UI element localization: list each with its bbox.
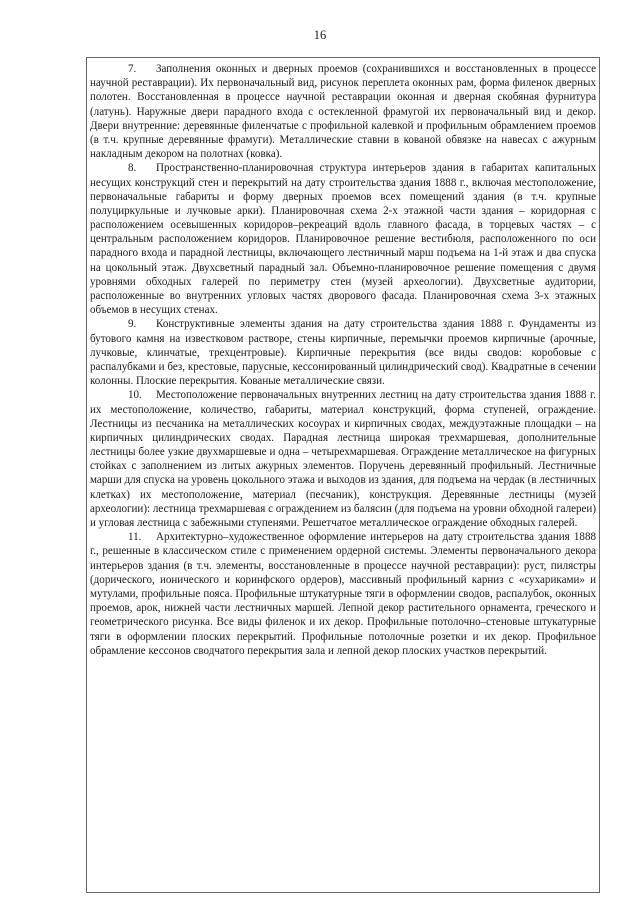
paragraph-10 <box>90 388 596 530</box>
paragraph-text: Местоположение первоначальных внутренних лестниц на дату строительства здания 1888 г. их местоположение, количество, габариты, материал конструкций, форма ступеней, ограждение. Лестницы из песчаника на металлических косоурах и кирпичных сводах, междуэтажные площадки – на кирпичных цилиндрических сводах. Парадная лестница широкая трехмаршевая, дополнительные лестницы более узкие двухмаршевые и одна – четырехмаршевая. Ограждение металлическое на фигурных стойках с заполнением из литых ажурных элементов. Поручень деревянный профильный. Лестничные марши для спуска на уровень цокольного этажа и выходов из здания, для подъема на чердак (в лестничных клетках) их местоположение, материал (песчаник), конструкция. Деревянные лестницы (музей археологии): лестница трехмаршевая с ограждением из балясин (для подъема на уровни обходной галереи) и угловая лестница с забежными ступенями. Решетчатое металлическое ограждение обходных галерей. <box>90 389 596 529</box>
paragraph-text: Заполнения оконных и дверных проемов (сохранившихся и восстановленных в процессе научной реставрации). Их первоначальный вид, рисунок переплета оконных рам, форма филенок дверных полотен. Восстановленная в процессе научной реставрации оконная и дверная скобяная фурнитура (латунь). Наружные двери парадного входа с остекленной фрамугой их первоначальный вид и декор. Двери внутренние: деревянные филенчатые с профильной калевкой и профильным обрамлением проемов (в т.ч. крупные деревянные фрамуги). Металлические ставни в кованой обвязке на навесах с ажурным накладным декором на полотнах (ковка). <box>90 63 596 161</box>
paragraph-9 <box>90 317 596 388</box>
paragraph-number: 7. <box>128 63 137 75</box>
paragraph-number: 10. <box>128 389 142 402</box>
paragraph-number: 11. <box>128 531 142 544</box>
paragraph-text: Пространственно-планировочная структура интерьеров здания в габаритах капитальных несущих конструкций стен и перекрытий на дату строительства здания 1888 г., включая местоположение, первоначальные габариты и форму дверных проемов всех помещений здания (в т.ч. крупные полуциркульные и лучковые арки). Планировочная схема 2-х этажной части здания – коридорная с расположением осевышенных коридоров–рекреаций вдоль главного фасада, в торцевых частях – с центральным расположением коридоров. Планировочное решение вестибюля, расположенного по оси парадного входа и парадной лестницы, включающего лестничный марш подъема на 1-й этаж и два спуска на цокольный этаж. Двухсветный парадный зал. Объемно-планировочное решение помещения с двумя уровнями обходных галерей по периметру стен (музей археологии). Двухсветные аудитории, расположенные во внутренних угловых частях дворового фасада. Планировочная схема 3-х этажных объемов в несущих стенах. <box>90 162 596 317</box>
document-body <box>90 62 596 658</box>
page-number: 16 <box>313 28 327 42</box>
paragraph-8 <box>90 161 596 317</box>
paragraph-number: 8. <box>128 162 137 175</box>
paragraph-number: 9. <box>128 318 137 331</box>
paragraph-text: Конструктивные элементы здания на дату строительства здания 1888 г. Фундаменты из бутового камня на известковом растворе, стены кирпичные, перемычки проемов кирпичные (арочные, лучковые, клинчатые, трехцентровые). Кирпичные перекрытия (все виды сводов: коробовые с распалубками и без, крестовые, парусные, кессонированный цилиндрический свод). Квадратные в сечении колонны. Плоские перекрытия. Кованые металлические связи. <box>90 318 596 388</box>
paragraph-11 <box>90 530 596 658</box>
paragraph-7 <box>90 62 596 161</box>
paragraph-text: Архитектурно–художественное оформление интерьеров на дату строительства здания 1888 г., решенные в классическом стиле с применением ордерной системы. Элементы первоначального декора интерьеров здания (в т.ч. элементы, восстановленные в процессе научной реставрации): руст, пилястры (дорического, ионического и коринфского ордеров), массивный профильный карниз с «сухариками» и мутулами, профильные пояса. Профильные штукатурные тяги в оформлении сводов, распалубок, оконных проемов, арок, нижней части лестничных маршей. Лепной декор растительного орнамента, греческого и геометрического рисунка. Все виды филенок и их декор. Профильные потолочно–стеновые штукатурные тяги в оформлении плоских перекрытий. Профильные потолочные розетки и их декор. Профильное обрамление кессонов сводчатого перекрытия зала и лепной декор плоских участков перекрытий. <box>90 531 596 657</box>
